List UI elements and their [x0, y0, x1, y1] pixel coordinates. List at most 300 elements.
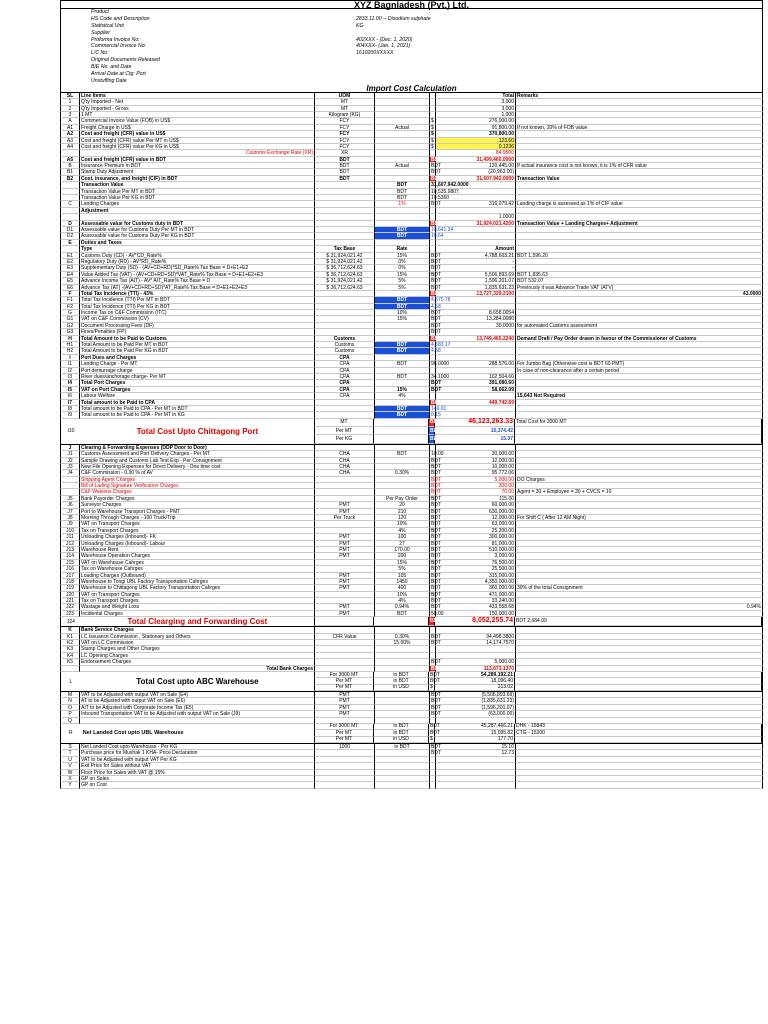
currency-cell: BDT	[429, 617, 435, 626]
rate-cell: 400	[375, 585, 430, 591]
currency-cell: 0.15	[431, 412, 441, 419]
sl-cell: H	[60, 336, 80, 342]
amount-cell: 213.02	[435, 685, 515, 691]
item-cell: Floor Price for Sales with VAT @ 15%	[80, 770, 315, 776]
amount-cell: 12,000.00	[436, 515, 516, 521]
uom-cell: CPA	[315, 380, 375, 386]
currency-cell: 10,641.34	[431, 227, 454, 233]
currency-cell: BDT	[431, 515, 441, 522]
item-cell: Customs Assessment and Port Delivery Charges - Per MT	[80, 451, 315, 457]
header-label: Supplier	[91, 29, 111, 36]
summary-line	[314, 685, 762, 691]
rate-cell: 0%	[375, 265, 430, 271]
currency-cell: BDT	[431, 527, 441, 534]
unit-cell: in BDT	[374, 672, 429, 678]
sl-cell: 1	[60, 99, 80, 105]
item-cell: Warehouse Operation Charges	[80, 553, 315, 559]
sl-cell: I4	[60, 380, 80, 386]
amount-cell: (1,596,201.07)	[436, 705, 516, 711]
item-cell: Unloading Charges (Inbound)- Labour	[80, 541, 315, 547]
amount-cell: 15.10	[436, 744, 516, 750]
amount-cell: 13,284.0080	[436, 316, 516, 322]
sl-cell: J11	[60, 534, 80, 540]
item-cell: Cost and freight (CFR) value in US$	[80, 131, 315, 137]
item-cell: Type	[80, 246, 315, 252]
item-cell: Total Tax Incidence (TTI) - 43%	[80, 291, 315, 297]
amount-cell: 510,000.00	[436, 547, 516, 553]
uom-cell: CPA	[315, 368, 375, 374]
amount-cell: 30,000.00	[436, 451, 516, 457]
uom-cell: CPA	[315, 361, 375, 367]
currency-cell: BDT	[431, 743, 441, 750]
remarks-cell: Previously it was Advance Trade VAT (ATV)	[516, 285, 763, 291]
currency-cell: BDT	[431, 578, 441, 585]
header-value: 404XXX- (Jan. 1, 2021)	[356, 43, 411, 50]
currency-cell: BDT	[431, 502, 441, 509]
remarks-cell: CTG - 15200	[515, 730, 762, 736]
rate-cell: BDT	[375, 348, 430, 354]
sl-cell: E	[60, 240, 80, 246]
item-cell: Tax on Transport Charges	[80, 528, 315, 534]
remarks-cell: Agent = 30 + Employee = 30 + CVCS = 10	[516, 489, 763, 495]
sl-cell: J19	[60, 585, 80, 591]
item-cell: Bank Service Charges	[80, 627, 315, 633]
item-cell: Surveyor Charges	[80, 502, 315, 508]
amount-cell: 12,000.00	[436, 458, 516, 464]
sl-cell: E6	[60, 285, 80, 291]
summary-section	[60, 724, 763, 744]
sl-cell: J2	[60, 458, 80, 464]
amount-cell: 14,174.7570	[436, 640, 516, 646]
sl-cell: J17	[60, 573, 80, 579]
uom-cell: 1000	[315, 744, 375, 750]
remarks-cell	[515, 737, 762, 743]
rate-cell: 15%	[375, 316, 430, 322]
uom-cell: $ 31,924,021.42	[315, 253, 375, 259]
rate-cell: BDT	[375, 611, 430, 617]
uom-cell: PMT	[315, 553, 375, 559]
sl-cell: I	[60, 355, 80, 361]
currency-cell: BDT	[431, 534, 441, 541]
currency-cell: BDT	[431, 704, 441, 711]
currency-cell: BDT	[431, 386, 442, 393]
remarks-cell	[515, 427, 762, 435]
rate-cell: 105	[375, 573, 430, 579]
amount-cell: 370,800.00	[436, 131, 516, 137]
uom-cell: $ 36,712,624.63	[315, 272, 375, 278]
item-cell: VAT on Port Charges	[80, 387, 315, 393]
item-cell: Total amount to be Paid to CPA	[80, 400, 315, 406]
item-cell: Loading Charges (Outbound)	[80, 573, 315, 579]
currency-cell: BDT	[431, 335, 442, 342]
remarks-cell	[515, 685, 762, 691]
currency-cell: BDT	[431, 252, 441, 259]
remarks-cell: BDT 1,835.63	[516, 272, 763, 278]
sl-cell: J7	[60, 509, 80, 515]
amount-cell: 95,772.06	[436, 470, 516, 476]
uom-cell: Per MT	[314, 427, 374, 435]
item-cell: Q'ty Imported - Net	[80, 99, 315, 105]
amount-cell: 76,500.00	[436, 560, 516, 566]
rate-cell: 10%	[375, 592, 430, 598]
item-cell: VAT on LC Commission	[80, 640, 315, 646]
sl-cell: J	[60, 445, 80, 451]
currency-cell: BDT	[431, 572, 441, 579]
remarks-cell: If actual insurance cost is not known, it is 1% of CFR value	[516, 163, 763, 169]
sl-cell: J18	[60, 579, 80, 585]
sl-cell: G2	[60, 323, 80, 329]
uom-cell: PMT	[315, 705, 375, 711]
currency-cell: BDT	[431, 698, 441, 705]
uom-cell: CFR Value	[315, 634, 375, 640]
item-cell: Supplementary Duty (SD) - (AV+CD+RD)*SD_Rate% Tax Base = D+E1+E2	[80, 265, 315, 271]
currency-cell: BDT	[431, 265, 441, 272]
currency-cell: BDT	[431, 540, 441, 547]
item-cell: Transaction Value Per MT in BDT	[80, 189, 315, 195]
sl-cell: J22	[60, 604, 80, 610]
remarks-cell: Transaction Value + Landing Charges+ Adjustment	[516, 221, 763, 227]
sl-cell: E2	[60, 259, 80, 265]
amount-cell: 45,287,466.21	[435, 724, 515, 730]
currency-cell: BDT	[431, 521, 441, 528]
rate-cell: BDT	[375, 374, 430, 380]
sl-cell: J6	[60, 502, 80, 508]
item-cell: Fines/Penalties (FP)	[80, 329, 315, 335]
sl-cell: B2	[60, 176, 80, 182]
rate-cell: 5%	[375, 285, 430, 291]
item-cell: VAT to be Adjusted with output VAT on Sale (E4)	[80, 692, 315, 698]
currency-cell: $	[429, 685, 435, 691]
header-row	[61, 16, 762, 23]
currency-cell: 4,583.17	[431, 342, 451, 349]
sl-cell: Q	[60, 718, 80, 724]
item-cell: Port to Warehouse Transport Charges - PMT	[80, 509, 315, 515]
item-cell: LC Issuance Commission , Stationary and Others	[80, 634, 315, 640]
rate-cell: Actual	[375, 125, 430, 131]
amount-cell: 3,000	[436, 99, 516, 105]
uom-cell	[314, 617, 374, 626]
uom-cell	[315, 782, 375, 788]
amount-cell: 433,558.68	[436, 604, 516, 610]
currency-cell: BDT	[431, 489, 441, 496]
sl-cell: 3	[60, 112, 80, 118]
summary-sl: R	[69, 730, 73, 737]
currency-cell: BDT	[431, 476, 441, 483]
currency-cell: BDT	[430, 729, 440, 736]
uom-cell: Per MT	[314, 685, 374, 691]
rate-cell: BDT	[375, 233, 430, 239]
amount-cell: 449,742.69	[436, 400, 516, 406]
amount-cell: 70.00	[436, 489, 516, 495]
currency-cell: 96.0000	[431, 361, 450, 368]
sl-cell: J15	[60, 560, 80, 566]
amount-cell: 46,123,263.33	[435, 419, 515, 427]
sl-cell: E5	[60, 278, 80, 284]
uom-cell: PMT	[315, 611, 375, 617]
sl-cell: T	[60, 750, 80, 756]
item-cell: LC Opening Charges	[80, 653, 315, 659]
amount-cell: 25,500.00	[436, 566, 516, 572]
currency-cell: $	[430, 118, 436, 124]
rate-cell: 0%	[375, 259, 430, 265]
item-cell: Landing Charge - Per MT	[80, 361, 315, 367]
item-cell: Regulatory Duty (RD) - AV*RD_Rate%	[80, 259, 315, 265]
amount-cell: 4,350,000.00	[436, 579, 516, 585]
item-cell: Exit Price for Sales without VAT	[80, 763, 315, 769]
item-cell: Assessable value for Customs duty in BDT	[80, 221, 315, 227]
currency-cell: BDT	[431, 169, 441, 176]
amount-cell: 10,000.00	[436, 464, 516, 470]
header-label: Statistical Unit	[91, 22, 124, 29]
amount-cell: 471,000.00	[436, 592, 516, 598]
item-cell: Clearing & Forwarding Expenses (DDP Door to Door)	[80, 445, 315, 451]
header-row	[61, 64, 762, 71]
rate-cell: Per Pay Order	[375, 496, 430, 502]
rate-cell: 15.00%	[375, 640, 430, 646]
item-cell: Total Bank Charges	[80, 666, 315, 672]
sl-cell: E4	[60, 272, 80, 278]
uom-cell: MT	[314, 419, 374, 427]
header-row	[61, 9, 762, 16]
item-cell: Sample Drawing and Customs Lab Test Exp - Per Consignment	[80, 458, 315, 464]
item-cell: Duties and Taxes	[80, 240, 315, 246]
amount-cell: 81,000.00	[436, 541, 516, 547]
uom-cell: PMT	[315, 698, 375, 704]
table-row	[60, 782, 763, 788]
uom-cell: CHA	[315, 458, 375, 464]
rate-cell: BDT	[375, 182, 430, 188]
sl-cell: G1	[60, 316, 80, 322]
remarks-cell: Demand Draft / Pay Order drawn in favour of the Commissioner of Customs	[516, 336, 763, 342]
remarks-cell: Landing charge is assessed as 1% of CIF value	[516, 201, 763, 207]
currency-cell: 149.91	[431, 405, 447, 412]
rate-cell: 1450	[375, 579, 430, 585]
amount-cell: 12.73	[436, 750, 516, 756]
sl-cell: K5	[60, 659, 80, 665]
item-cell: Insurance Premium in BDT	[80, 163, 315, 169]
summary-line	[314, 617, 762, 626]
rate-cell: Rate	[375, 246, 430, 252]
amount-cell: 3,000	[436, 106, 516, 112]
rate-cell: 15%	[375, 272, 430, 278]
sl-cell: J9	[60, 521, 80, 527]
amount-cell: 630,000.00	[436, 509, 516, 515]
sl-cell: J8	[60, 515, 80, 521]
sl-cell: B	[60, 163, 80, 169]
item-cell: Document Processing Fees (DF)	[80, 323, 315, 329]
sl-cell: D2	[60, 233, 80, 239]
amount-cell: 150,000.00	[436, 611, 516, 617]
sl-cell: J3	[60, 464, 80, 470]
item-cell: Morning Through Charges - 100 Truck/Trip	[80, 515, 315, 521]
remarks-cell: Remarks	[516, 93, 763, 99]
currency-cell: 10.00	[431, 451, 444, 458]
header-label: L/C No:	[91, 50, 109, 57]
rate-cell: 15%	[375, 253, 430, 259]
currency-cell: 4.58	[431, 348, 441, 355]
remarks-cell: BDT 2,684.09	[515, 617, 762, 626]
remarks-cell: 0.94%	[516, 604, 763, 610]
header-value: 1610200XXXXX	[356, 50, 394, 57]
currency-cell: 10,535.9807	[431, 188, 459, 195]
currency-cell: 50.00	[431, 610, 444, 617]
summary-line	[314, 419, 762, 427]
unit-cell: in USD	[374, 737, 429, 743]
unit-cell: in BDT	[374, 730, 429, 736]
item-cell: Incidental Charges	[80, 611, 315, 617]
uom-cell: $ 31,924,021.42	[315, 278, 375, 284]
item-cell: Shipping Agent Charges	[80, 477, 315, 483]
header-row	[61, 37, 762, 44]
item-cell: Total Tax Incidence (TTI) Per KG in BDT	[80, 304, 315, 310]
header-row	[61, 30, 762, 37]
item-cell: Advance Tax (AT) -(AV+CD+RD+SD)*AT_Rate% Tax Base = D+E1+E2+E3	[80, 285, 315, 291]
sl-cell: J23	[60, 611, 80, 617]
currency-cell: 10.64	[431, 233, 444, 240]
rate-cell: BDT	[375, 304, 430, 310]
uom-cell: MT	[315, 106, 375, 112]
item-cell: Warehouse Rent	[80, 547, 315, 553]
currency-cell: 34.1000	[431, 373, 450, 380]
remarks-cell: 30% of the total Consignment	[516, 585, 763, 591]
uom-cell: $ 36,712,624.63	[315, 265, 375, 271]
currency-cell: BDT	[431, 290, 442, 297]
item-cell: GP on Cost	[80, 782, 315, 788]
summary-label: Total Cost Upto Chittagong Port	[136, 426, 259, 436]
amount-cell	[436, 782, 516, 788]
amount-cell: 91,800.00	[436, 125, 516, 131]
uom-cell: CHA	[315, 464, 375, 470]
sl-cell: E3	[60, 265, 80, 271]
remarks-cell: DO Charges	[516, 477, 763, 483]
currency-cell: $	[430, 131, 436, 137]
unit-cell: in BDT	[374, 678, 429, 684]
currency-cell: BDT	[431, 278, 441, 285]
amount-cell: 120,445.00	[436, 163, 516, 169]
amount-cell: 31,499,460.0000	[436, 157, 516, 163]
remarks-cell: In case of non-clearance after a certain period	[516, 368, 763, 374]
summary-lines	[314, 724, 762, 743]
item-cell: C&F Wakiens Charges	[80, 489, 315, 495]
amount-cell: 316,079.42	[436, 201, 516, 207]
currency-cell: BDT	[431, 559, 441, 566]
currency-cell: $	[430, 138, 436, 144]
sl-cell: J10	[60, 528, 80, 534]
remarks-cell: For Jumbo Bag (Otherwise cost is BDT 60 PMT)	[516, 361, 763, 367]
remarks-cell: for automated Customs assessment	[516, 323, 763, 329]
uom-cell: Tax Base	[315, 246, 375, 252]
sl-cell: SL	[60, 93, 80, 99]
amount-cell: 63,000.00	[436, 521, 516, 527]
remarks-cell: 15,643 Not Required	[516, 393, 763, 399]
amount-cell: 276,000.00	[436, 118, 516, 124]
amount-cell: 113,673.1370	[436, 666, 516, 672]
uom-cell: PMT	[315, 692, 375, 698]
amount-cell: 0.1236	[436, 144, 516, 150]
uom-cell: For 3000 MT	[314, 672, 374, 678]
uom-cell: BDT	[315, 157, 375, 163]
amount-cell: 1,596,201.07	[436, 278, 516, 284]
item-cell: Wastage and Weight Loss	[80, 604, 315, 610]
sl-cell: I8	[60, 406, 80, 412]
sl-cell: C	[60, 201, 80, 207]
uom-cell: CHA	[315, 470, 375, 476]
uom-cell: UOM	[315, 93, 375, 99]
sl-cell: J5	[60, 496, 80, 502]
amount-cell: 15,374.42	[435, 427, 515, 435]
uom-cell: PMT	[315, 711, 375, 717]
currency-cell: BDT	[431, 284, 441, 291]
currency-cell: 10.5360	[431, 195, 450, 202]
summary-line	[314, 435, 762, 443]
item-cell: Port Dues and Charges	[80, 355, 315, 361]
sl-cell: I6	[60, 393, 80, 399]
amount-cell: 60,000.00	[436, 502, 516, 508]
rate-cell: 200	[375, 553, 430, 559]
header-label: Product	[91, 9, 109, 15]
currency-cell: BDT	[431, 546, 441, 553]
summary-lines	[314, 672, 762, 691]
sl-cell: W	[60, 770, 80, 776]
sl-cell: Y	[60, 782, 80, 788]
uom-cell: FCY	[315, 125, 375, 131]
item-cell: Landing Charges	[80, 201, 315, 207]
sl-cell: G3	[60, 329, 80, 335]
sl-cell: E1	[60, 253, 80, 259]
currency-cell: BDT	[431, 585, 441, 592]
currency-cell: BDT	[431, 665, 442, 672]
uom-cell: FCY	[315, 131, 375, 137]
header-label: Commercial Invoice No:	[91, 43, 147, 50]
remarks-cell	[516, 782, 763, 788]
amount-cell: 54,289,192.21	[435, 672, 515, 678]
currency-cell: 31,607,942.0000	[431, 182, 469, 189]
rate-cell: 10%	[375, 521, 430, 527]
amount-cell: (63,000.00)	[436, 711, 516, 717]
currency-cell: BDT	[431, 271, 441, 278]
amount-cell: 1,835,631.23	[436, 285, 516, 291]
cost-sheet	[60, 0, 763, 789]
item-cell: AIT to be Adjusted with Corporate Income Tax (E5)	[80, 705, 315, 711]
currency-cell: BDT	[430, 677, 440, 684]
currency-cell: BDT	[431, 156, 442, 163]
sl-cell: I2	[60, 368, 80, 374]
item-cell: Transaction Value	[80, 182, 315, 188]
currency-cell: $	[430, 144, 436, 150]
amount-cell: 4,788,603.21	[436, 253, 516, 259]
summary-line	[314, 737, 762, 743]
amount-cell: 360,000.00	[436, 585, 516, 591]
summary-label: Total Clearging and Forwarding Cost	[127, 617, 268, 627]
summary-label: Total Cost upto ABC Warehouse	[136, 677, 259, 686]
company-title: XYZ Bagnladesh (Pvt.) Ltd.	[60, 0, 763, 9]
rate-cell: 27	[375, 541, 430, 547]
amount-cell: 15,095.82	[435, 730, 515, 736]
sl-cell: K1	[60, 634, 80, 640]
currency-cell: BDT	[431, 329, 441, 336]
item-cell: Port demurrage charge	[80, 368, 315, 374]
item-cell: Customs Exchange Rate (XR)	[80, 150, 315, 156]
rate-cell: BDT	[375, 342, 430, 348]
item-cell: AT to be Adjusted with output VAT on Sale (E6)	[80, 698, 315, 704]
uom-cell: $ 31,924,021.42	[315, 259, 375, 265]
unit-cell: in USD	[374, 685, 429, 691]
rate-cell: BDT	[375, 406, 430, 412]
currency-cell: BDT	[431, 598, 441, 605]
rate-cell: 210	[375, 509, 430, 515]
currency-cell: BDT	[431, 457, 441, 464]
item-cell: Total amount to be Paid to CPA - Per MT in BDT	[80, 406, 315, 412]
